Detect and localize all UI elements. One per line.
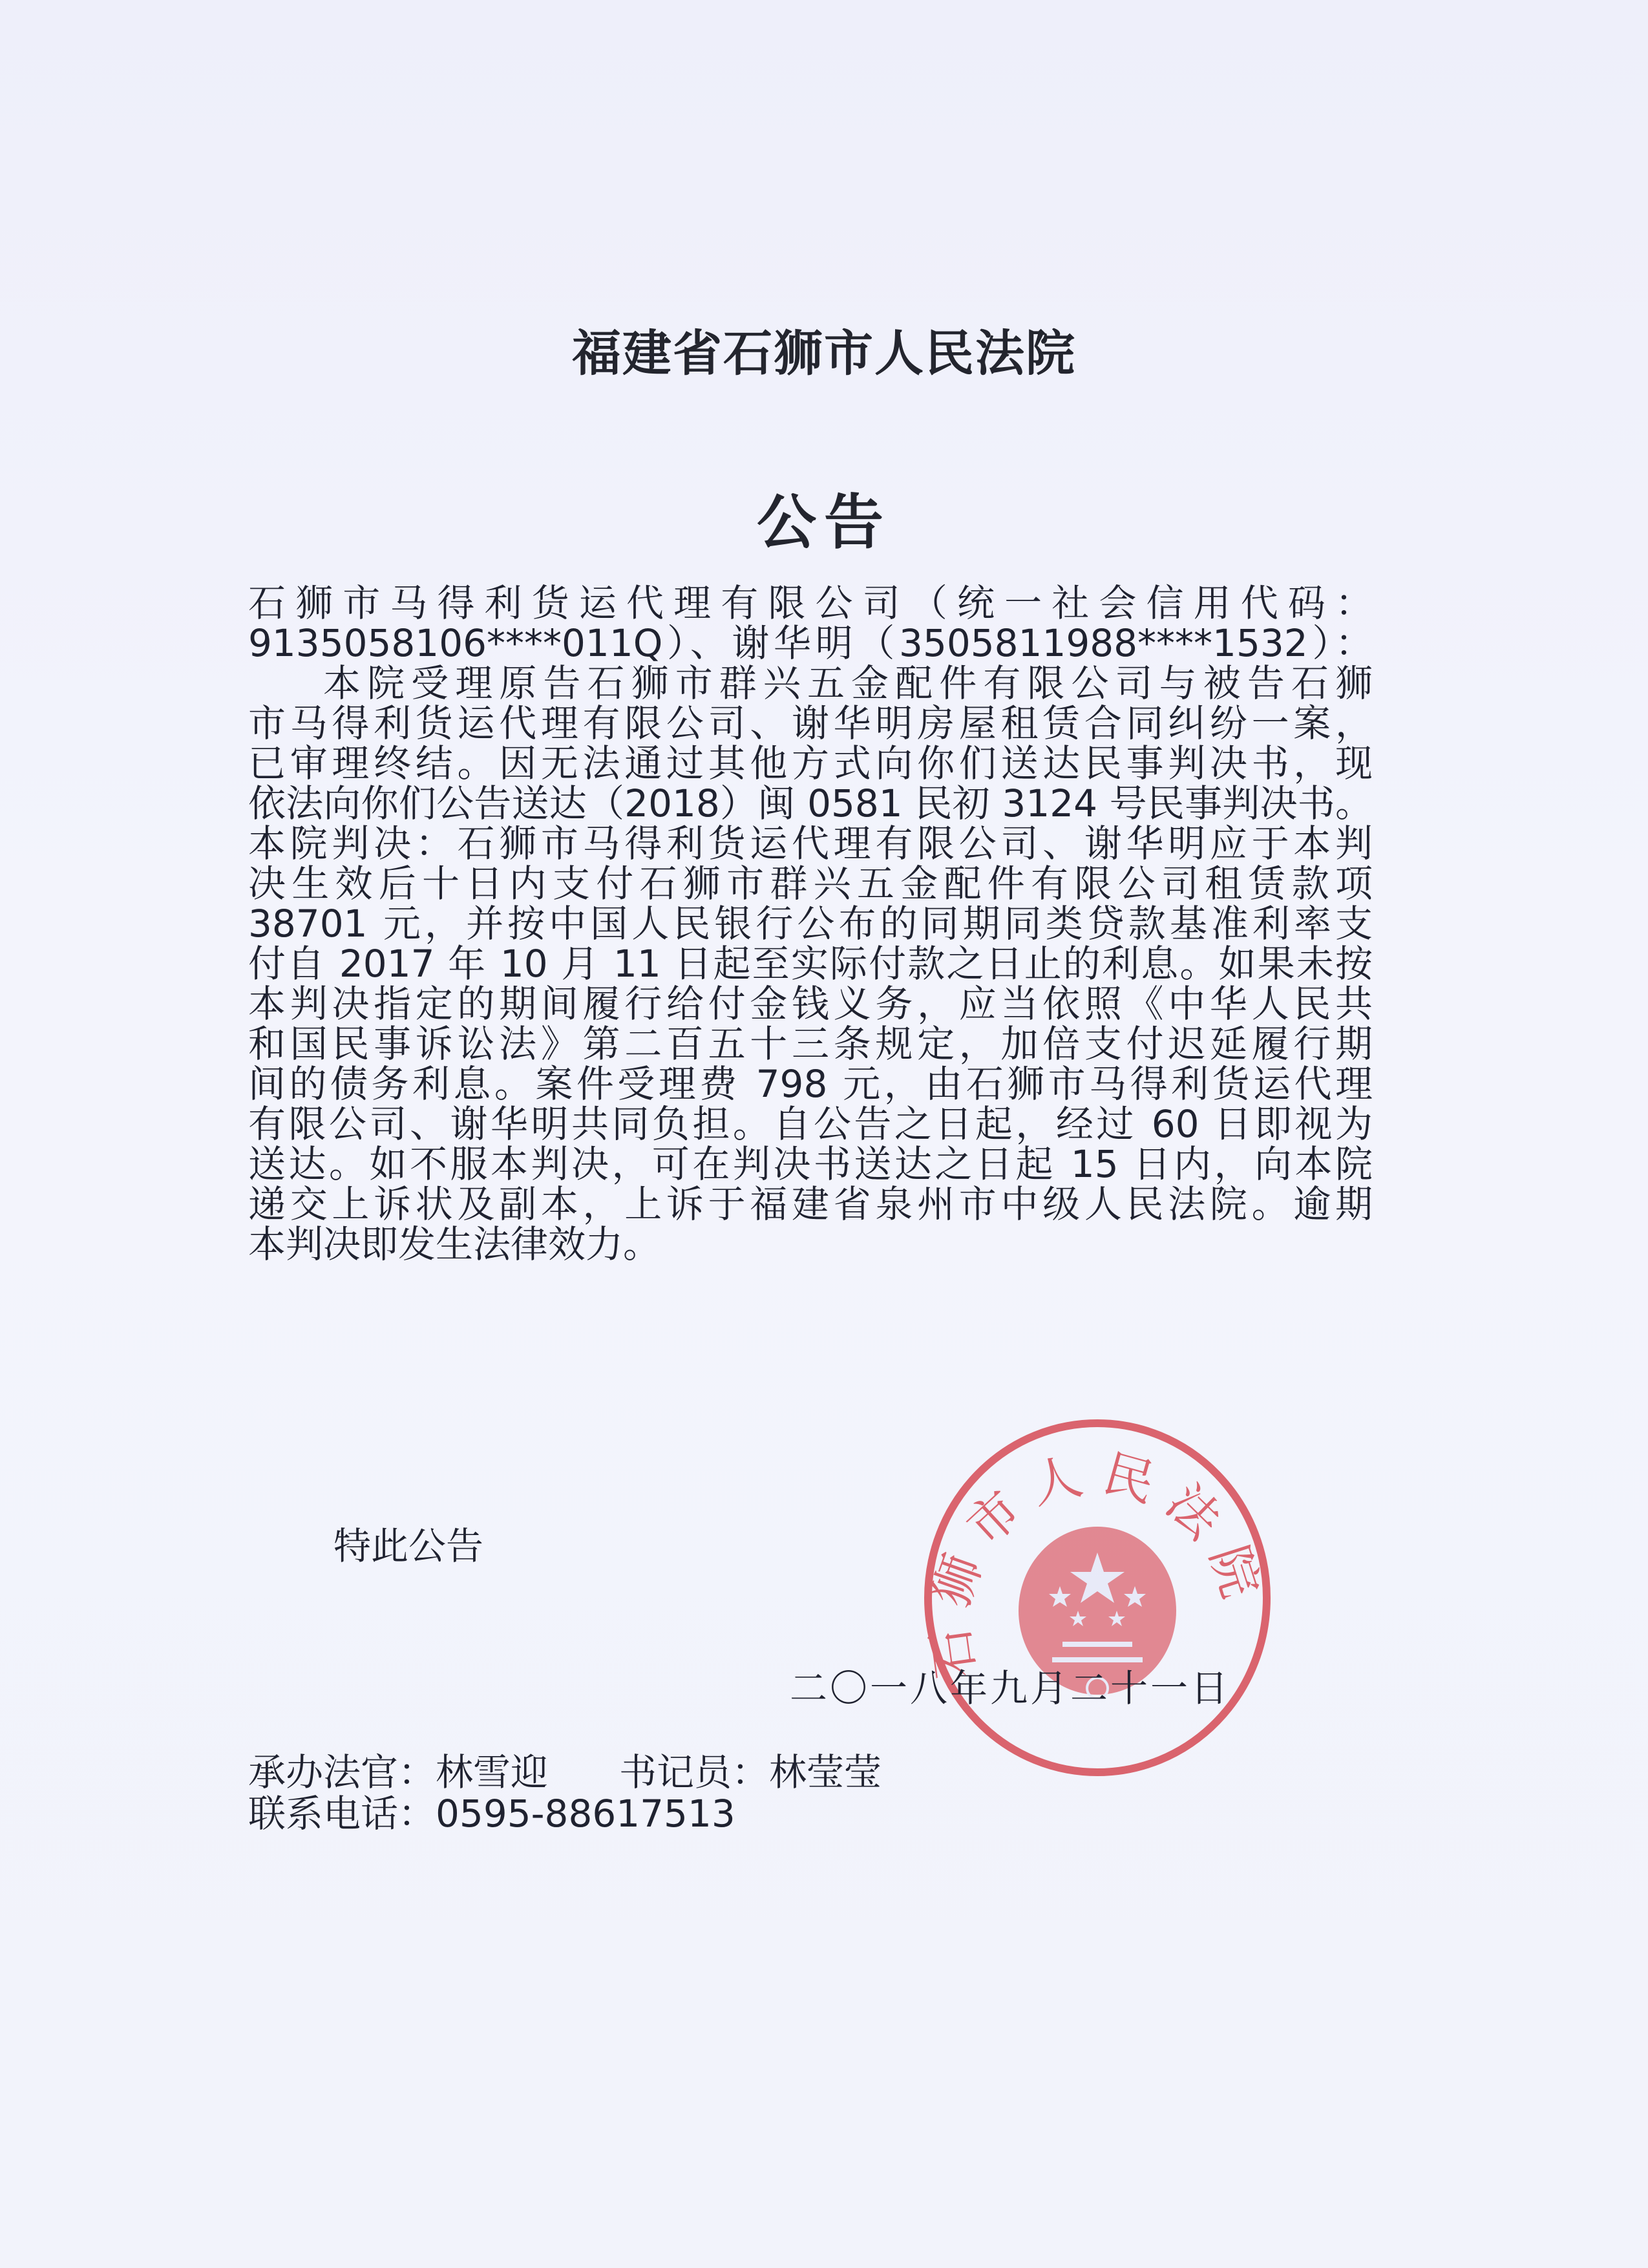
court-name-heading: 福建省石狮市人民法院 [572, 324, 1076, 382]
notice-date: 二〇一八年九月二十一日 [790, 1666, 1231, 1710]
body-line: 付自 2017 年 10 月 11 日起至实际付款之日止的利息。如果未按 [248, 942, 1373, 986]
phone-label: 联系电话： [248, 1792, 436, 1836]
officers-row [248, 1752, 882, 1793]
body-line: 递交上诉状及副本，上诉于福建省泉州市中级人民法院。逾期 [248, 1182, 1373, 1226]
body-line: 和国民事诉讼法》第二百五十三条规定，加倍支付迟延履行期 [248, 1022, 1373, 1066]
notice-body [248, 583, 1373, 1264]
court-seal [916, 1417, 1278, 1779]
body-line: 间的债务利息。案件受理费 798 元，由石狮市马得利货运代理 [248, 1062, 1373, 1106]
body-line: 本院受理原告石狮市群兴五金配件有限公司与被告石狮 [323, 661, 1373, 705]
body-line: 38701 元，并按中国人民银行公布的同期同类贷款基准利率支 [248, 902, 1373, 946]
judge-name: 林雪迎 [436, 1750, 549, 1794]
body-line: 9135058106****011Q）、谢华明（3505811988****1532）： [248, 621, 1373, 665]
closing-statement: 特此公告 [333, 1524, 484, 1568]
body-line: 有限公司、谢华明共同负担。自公告之日起，经过 60 日即视为 [248, 1102, 1373, 1146]
clerk-name: 林莹莹 [769, 1750, 882, 1794]
body-line: 已审理终结。因无法通过其他方式向你们送达民事判决书，现 [248, 741, 1373, 785]
body-line: 本判决指定的期间履行给付金钱义务，应当依照《中华人民共 [248, 982, 1373, 1026]
signature-block [248, 1752, 882, 1834]
body-line: 决生效后十日内支付石狮市群兴五金配件有限公司租赁款项 [248, 862, 1373, 906]
body-line: 依法向你们公告送达（2018）闽 0581 民初 3124 号民事判决书。 [248, 781, 1373, 825]
phone-number: 0595-88617513 [436, 1792, 735, 1836]
body-line: 市马得利货运代理有限公司、谢华明房屋租赁合同纠纷一案， [248, 701, 1373, 745]
body-line: 本院判决：石狮市马得利货运代理有限公司、谢华明应于本判 [248, 821, 1373, 865]
judge-label: 承办法官： [248, 1750, 436, 1794]
clerk-label: 书记员： [619, 1750, 770, 1794]
body-line: 本判决即发生法律效力。 [248, 1222, 661, 1266]
seal-text: 石狮市人民法院 [919, 1443, 1274, 1682]
contact-row [248, 1793, 882, 1834]
body-line: 送达。如不服本判决，可在判决书送达之日起 15 日内，向本院 [248, 1142, 1373, 1186]
body-line: 石狮市马得利货运代理有限公司（统一社会信用代码： [248, 581, 1373, 625]
notice-title: 公告 [756, 488, 891, 557]
